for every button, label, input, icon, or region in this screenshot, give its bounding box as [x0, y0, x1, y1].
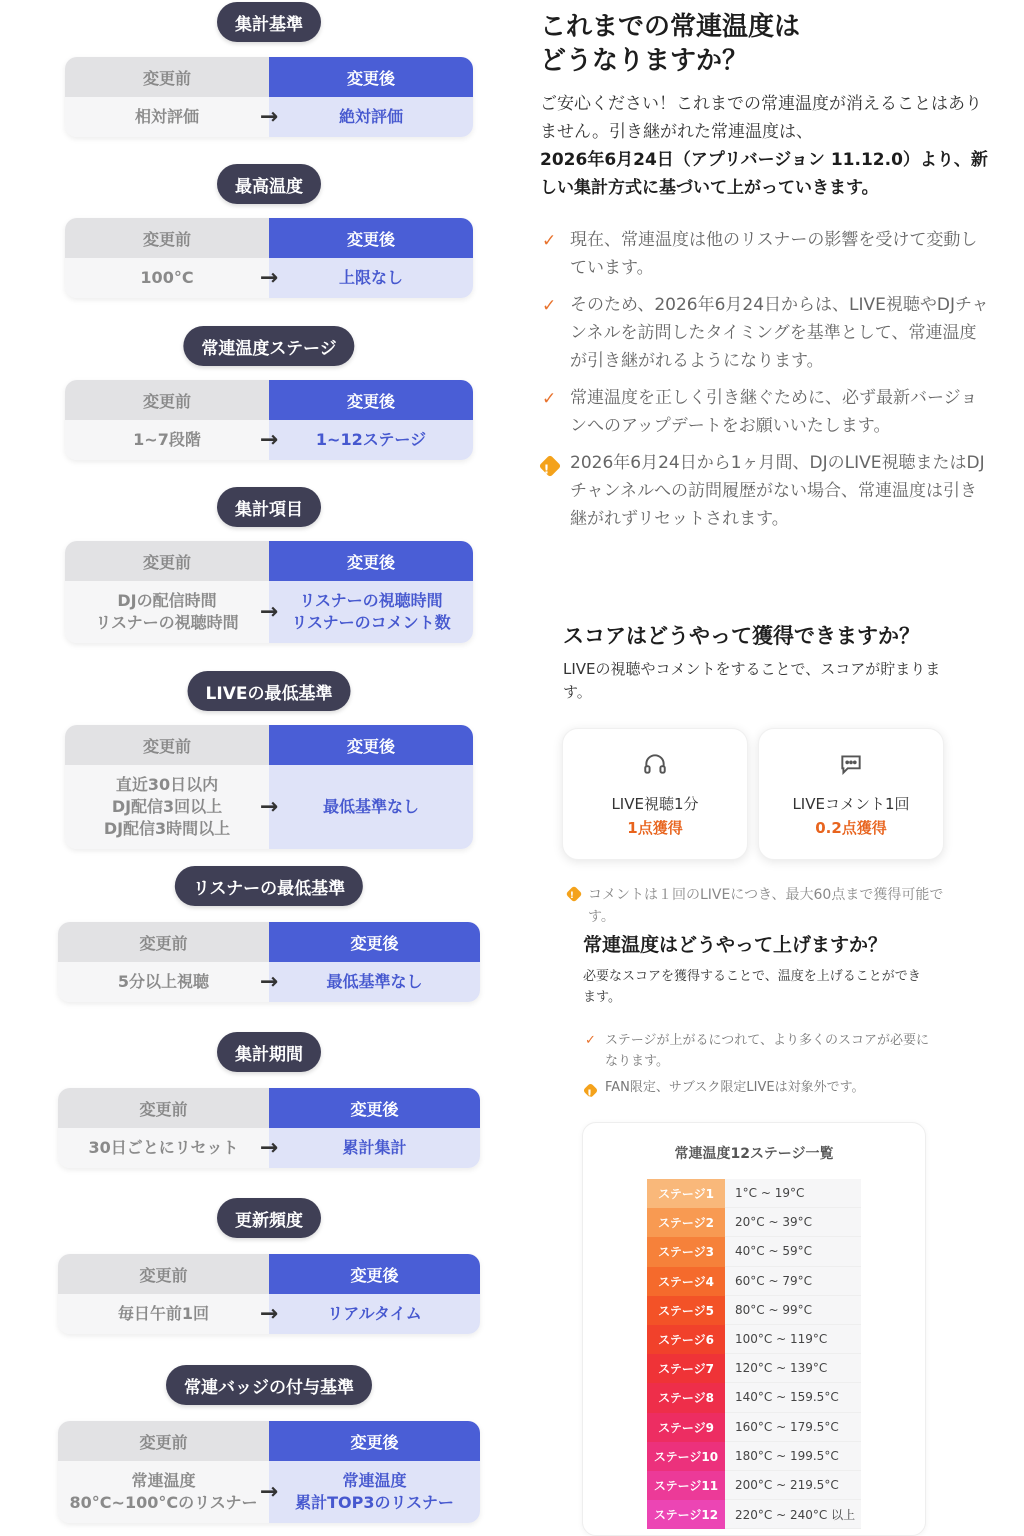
stage-list-title: 常連温度12ステージ一覧	[674, 1146, 834, 1162]
score-heading: スコアはどうやって獲得できますか？	[563, 624, 920, 648]
after-header: 変更後	[269, 57, 473, 97]
stage-label: ステージ2	[647, 1208, 725, 1237]
comparison-header	[58, 1421, 480, 1461]
score-card-view	[562, 728, 748, 860]
stage-row	[647, 1179, 861, 1208]
comparison-body	[65, 581, 473, 643]
raise-note	[585, 1030, 935, 1072]
intro-text-plain: ご安心ください！これまでの常連温度が消えることはありません。引き継がれた常連温度は、	[540, 94, 982, 142]
after-header: 変更後	[269, 218, 473, 258]
after-value: 常連温度 累計TOP3のリスナー	[269, 1461, 480, 1523]
before-value: 常連温度 80°C~100°Cのリスナー	[58, 1461, 269, 1523]
stage-row	[647, 1237, 861, 1266]
warning-icon	[539, 455, 562, 478]
after-value: 1~12ステージ	[269, 420, 473, 460]
check-icon: ✓	[585, 1033, 596, 1048]
raise-note-list	[585, 1030, 935, 1103]
info-bullet	[542, 226, 992, 282]
after-value: 上限なし	[269, 258, 473, 298]
after-value: リアルタイム	[269, 1294, 480, 1334]
after-value: 最低基準なし	[269, 962, 480, 1002]
stage-range: 60°C ~ 79°C	[725, 1267, 861, 1296]
before-header: 変更前	[58, 922, 269, 962]
info-bullet	[542, 384, 992, 440]
stage-range: 140°C ~ 159.5°C	[725, 1383, 861, 1412]
comparison-card	[58, 1088, 480, 1168]
stage-label: ステージ4	[647, 1267, 725, 1296]
info-bullet	[542, 291, 992, 375]
after-header: 変更後	[269, 725, 473, 765]
score-card-comment	[758, 728, 944, 860]
stage-row	[647, 1208, 861, 1237]
raise-note-text: FAN限定、サブスク限定LIVEは対象外です。	[605, 1080, 865, 1095]
stage-label: ステージ5	[647, 1296, 725, 1325]
before-header: 変更前	[65, 57, 269, 97]
after-header: 変更後	[269, 380, 473, 420]
comparison-card	[65, 380, 473, 460]
warning-icon	[583, 1083, 599, 1099]
stage-range: 180°C ~ 199.5°C	[725, 1442, 861, 1471]
comparison-header	[65, 725, 473, 765]
raise-description: 必要なスコアを獲得することで、温度を上げることができます。	[583, 969, 921, 1005]
stage-row	[647, 1413, 861, 1442]
check-icon: ✓	[542, 296, 557, 316]
after-header: 変更後	[269, 1088, 480, 1128]
before-header: 変更前	[58, 1254, 269, 1294]
section-title-pill: 最高温度	[217, 164, 321, 204]
comparison-card	[65, 57, 473, 137]
score-description: LIVEの視聴やコメントをすることで、スコアが貯まります。	[563, 660, 941, 701]
intro-text	[540, 90, 990, 202]
stage-row	[647, 1442, 861, 1471]
comparison-body	[65, 420, 473, 460]
comparison-header	[65, 57, 473, 97]
comparison-header	[65, 541, 473, 581]
stage-label: ステージ10	[647, 1442, 725, 1471]
score-card-value: 1点獲得	[627, 819, 683, 837]
before-value: 相対評価	[65, 97, 269, 137]
comparison-card	[58, 922, 480, 1002]
comparison-card	[65, 541, 473, 643]
warning-text: 2026年6月24日から1ヶ月間、DJのLIVE視聴またはDJチャンネルへの訪問履歴がない場合、常連温度は引き継がれずリセットされます。	[570, 453, 985, 529]
section-title-pill: 集計期間	[217, 1032, 321, 1072]
arrow-right-icon: →	[259, 1479, 279, 1505]
stage-table	[647, 1179, 861, 1529]
comparison-header	[58, 1254, 480, 1294]
section-title-pill: 常連温度ステージ	[183, 326, 354, 366]
warning-bullet	[542, 449, 992, 533]
stage-range: 1°C ~ 19°C	[725, 1179, 861, 1208]
after-header: 変更後	[269, 1421, 480, 1461]
stage-list-card	[582, 1122, 926, 1536]
section-title-pill: リスナーの最低基準	[175, 866, 363, 906]
after-value: 最低基準なし	[269, 765, 473, 849]
stage-row	[647, 1296, 861, 1325]
raise-note-text: ステージが上がるにつれて、より多くのスコアが必要になります。	[605, 1033, 929, 1069]
comparison-body	[58, 1128, 480, 1168]
section-title-pill: 常連バッジの付与基準	[166, 1365, 372, 1405]
before-value: 毎日午前1回	[58, 1294, 269, 1334]
arrow-right-icon: →	[259, 599, 279, 625]
info-bullet-text: そのため、2026年6月24日からは、LIVE視聴やDJチャンネルを訪問したタイミングを基準として、常連温度が引き継がれるようになります。	[570, 295, 989, 371]
section-title-pill: 集計項目	[217, 487, 321, 527]
stage-row	[647, 1267, 861, 1296]
stage-row	[647, 1383, 861, 1412]
before-header: 変更前	[65, 380, 269, 420]
intro-text-bold: 2026年6月24日（アプリバージョン 11.12.0）より、新しい集計方式に基づいて上がっていきます。	[540, 150, 988, 198]
comparison-body	[58, 962, 480, 1002]
score-note-text: コメントは１回のLIVEにつき、最大60点まで獲得可能です。	[588, 887, 944, 925]
score-card-label: LIVEコメント1回	[792, 795, 910, 813]
before-value: 直近30日以内 DJ配信3回以上 DJ配信3時間以上	[65, 765, 269, 849]
warning-icon	[566, 886, 583, 903]
after-value: 絶対評価	[269, 97, 473, 137]
after-header: 変更後	[269, 541, 473, 581]
comparison-body	[65, 97, 473, 137]
check-icon: ✓	[542, 231, 557, 251]
comparison-header	[58, 1088, 480, 1128]
stage-range: 200°C ~ 219.5°C	[725, 1471, 861, 1500]
stage-label: ステージ8	[647, 1383, 725, 1412]
before-value: 5分以上視聴	[58, 962, 269, 1002]
stage-range: 120°C ~ 139°C	[725, 1354, 861, 1383]
section-title-pill: 集計基準	[217, 2, 321, 42]
stage-row	[647, 1325, 861, 1354]
info-bullet-list	[542, 226, 992, 542]
stage-row	[647, 1354, 861, 1383]
score-card-value: 0.2点獲得	[815, 819, 887, 837]
before-value: 1~7段階	[65, 420, 269, 460]
stage-label: ステージ9	[647, 1413, 725, 1442]
before-header: 変更前	[58, 1088, 269, 1128]
after-header: 変更後	[269, 1254, 480, 1294]
stage-label: ステージ1	[647, 1179, 725, 1208]
section-title-pill: 更新頻度	[217, 1198, 321, 1238]
info-bullet-text: 現在、常連温度は他のリスナーの影響を受けて変動しています。	[570, 230, 978, 278]
stage-range: 160°C ~ 179.5°C	[725, 1413, 861, 1442]
stage-label: ステージ6	[647, 1325, 725, 1354]
stage-label: ステージ7	[647, 1354, 725, 1383]
before-header: 変更前	[65, 541, 269, 581]
arrow-right-icon: →	[259, 794, 279, 820]
comparison-body	[65, 258, 473, 298]
arrow-right-icon: →	[259, 427, 279, 453]
chat-bubble-icon	[759, 751, 943, 783]
raise-note	[585, 1077, 935, 1098]
score-note	[568, 884, 948, 928]
stage-range: 40°C ~ 59°C	[725, 1237, 861, 1266]
stage-row	[647, 1471, 861, 1500]
score-card-label: LIVE視聴1分	[611, 795, 699, 813]
comparison-card	[58, 1254, 480, 1334]
after-value: 累計集計	[269, 1128, 480, 1168]
check-icon: ✓	[542, 389, 557, 409]
comparison-card	[58, 1421, 480, 1523]
stage-label: ステージ11	[647, 1471, 725, 1500]
stage-range: 80°C ~ 99°C	[725, 1296, 861, 1325]
arrow-right-icon: →	[259, 104, 279, 130]
after-header: 変更後	[269, 922, 480, 962]
arrow-right-icon: →	[259, 265, 279, 291]
stage-label: ステージ12	[647, 1500, 725, 1529]
comparison-header	[58, 922, 480, 962]
before-header: 変更前	[58, 1421, 269, 1461]
arrow-right-icon: →	[259, 1135, 279, 1161]
stage-range: 220°C ~ 240°C 以上	[725, 1500, 861, 1529]
stage-range: 20°C ~ 39°C	[725, 1208, 861, 1237]
headphones-icon	[563, 751, 747, 783]
before-header: 変更前	[65, 725, 269, 765]
comparison-header	[65, 380, 473, 420]
comparison-header	[65, 218, 473, 258]
info-bullet-text: 常連温度を正しく引き継ぐために、必ず最新バージョンへのアップデートをお願いいたします。	[570, 388, 978, 436]
arrow-right-icon: →	[259, 969, 279, 995]
raise-heading: 常連温度はどうやって上げますか？	[583, 934, 888, 956]
before-value: DJの配信時間 リスナーの視聴時間	[65, 581, 269, 643]
arrow-right-icon: →	[259, 1301, 279, 1327]
comparison-body	[58, 1461, 480, 1523]
comparison-card	[65, 218, 473, 298]
stage-range: 100°C ~ 119°C	[725, 1325, 861, 1354]
page-title: これまでの常連温度は どうなりますか？	[540, 12, 801, 76]
before-value: 30日ごとにリセット	[58, 1128, 269, 1168]
comparison-body	[65, 765, 473, 849]
stage-label: ステージ3	[647, 1237, 725, 1266]
section-title-pill: LIVEの最低基準	[188, 671, 351, 711]
stage-row	[647, 1500, 861, 1529]
comparison-body	[58, 1294, 480, 1334]
before-header: 変更前	[65, 218, 269, 258]
after-value: リスナーの視聴時間 リスナーのコメント数	[269, 581, 473, 643]
comparison-card	[65, 725, 473, 849]
before-value: 100°C	[65, 258, 269, 298]
